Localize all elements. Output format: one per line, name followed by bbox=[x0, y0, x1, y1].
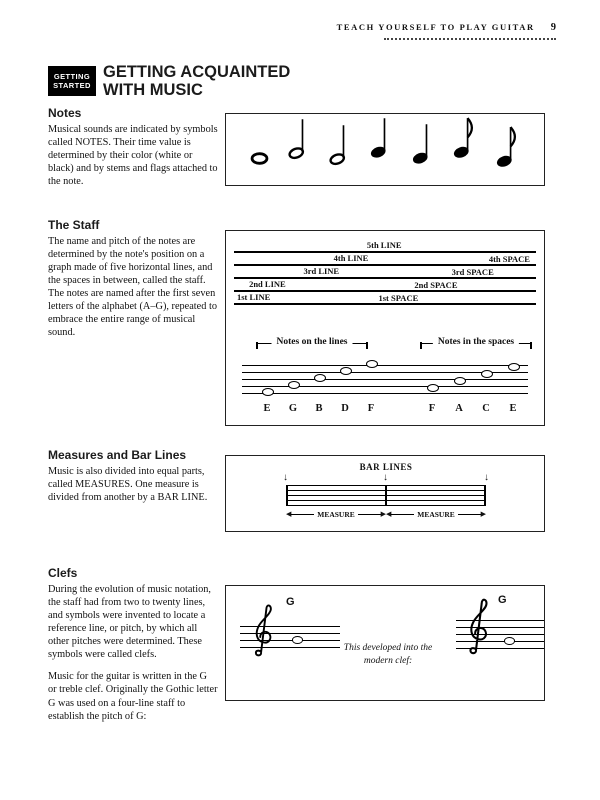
measures-body: Music is also divided into equal parts, called MEASURES. One measure is divided from another by a BAR LINE. bbox=[48, 466, 208, 504]
note-E-line bbox=[262, 388, 274, 396]
space-label-3: 3rd SPACE bbox=[449, 267, 497, 277]
space-label-4: 4th SPACE bbox=[486, 254, 533, 264]
line-label-4: 4th LINE bbox=[331, 253, 372, 263]
book-title: TEACH YOURSELF TO PLAY GUITAR bbox=[336, 22, 535, 32]
g-label-right: G bbox=[498, 594, 507, 606]
space-label-2: 2nd SPACE bbox=[411, 280, 460, 290]
staff-line-5 bbox=[234, 251, 536, 253]
treble-clef-icon bbox=[462, 596, 492, 656]
clefs-body-1: During the evolution of music notation, the staff had from two to twenty lines, and symbols were invented to locate a reference line, or pitch, by which all other pitches were determined. These symbols were called clefs. bbox=[48, 584, 212, 661]
clefs-body-2: Music for the guitar is written in the G or treble clef. Originally the Gothic letter G was used on a four-line staff to establish the pitch of G: bbox=[48, 671, 218, 722]
line-label-5: 5th LINE bbox=[364, 240, 405, 250]
staff-body: The name and pitch of the notes are determined by the note's position on a graph made of five horizontal lines, and the spaces in between, called the staff. The notes are named after the first seven letters of the alphabet (A–G), repeated to embrace the entire range of musical sound. bbox=[48, 236, 217, 339]
bar-lines-title: BAR LINES bbox=[359, 462, 413, 472]
measure-labels bbox=[286, 510, 486, 519]
notes-on-lines-caption: Notes on the lines bbox=[272, 337, 353, 347]
left-arrow-icon: ◀ bbox=[286, 510, 292, 518]
note-E-space bbox=[508, 363, 520, 371]
eighth-note-icon bbox=[453, 115, 477, 165]
left-arrow-icon: ◀ bbox=[386, 510, 392, 518]
g-note bbox=[504, 637, 515, 645]
section-clefs bbox=[48, 566, 218, 723]
space-label-1: 1st SPACE bbox=[376, 293, 422, 303]
right-arrow-icon: ▶ bbox=[380, 510, 387, 518]
clefs-heading: Clefs bbox=[48, 566, 78, 580]
staff-line-4 bbox=[234, 264, 536, 266]
line-label-3: 3rd LINE bbox=[300, 266, 342, 276]
bar-line bbox=[484, 485, 486, 506]
bar-line bbox=[385, 485, 387, 506]
clefs-center-text: This developed into the modern clef: bbox=[343, 643, 433, 666]
notes-in-spaces-caption: Notes in the spaces bbox=[433, 337, 519, 347]
note-G-line bbox=[288, 381, 300, 389]
section-staff bbox=[48, 218, 218, 340]
g-note bbox=[292, 636, 303, 644]
line-label-1: 1st LINE bbox=[234, 292, 273, 302]
note-staff bbox=[242, 365, 528, 395]
staff-heading: The Staff bbox=[48, 218, 100, 232]
page-title: GETTING ACQUAINTED WITH MUSIC bbox=[103, 63, 291, 100]
staff-diagram-box bbox=[225, 230, 545, 426]
gothic-clef-staff bbox=[240, 596, 340, 692]
note-B-line bbox=[314, 374, 326, 382]
getting-started-badge: GETTING STARTED bbox=[48, 66, 96, 96]
down-arrow-icon: ↓ bbox=[283, 472, 288, 483]
section-measures bbox=[48, 448, 218, 504]
staff-line-1 bbox=[234, 303, 536, 305]
right-arrow-icon: ▶ bbox=[480, 510, 487, 518]
note-F-space bbox=[427, 384, 439, 392]
measure-1: ◀ MEASURE ▶ bbox=[286, 510, 387, 519]
clefs-diagram-box bbox=[225, 585, 545, 701]
note-A-space bbox=[454, 377, 466, 385]
g-label-left: G bbox=[286, 596, 295, 608]
measures-staff bbox=[286, 485, 486, 506]
bar-line bbox=[286, 485, 288, 506]
bar-lines-diagram bbox=[283, 462, 489, 519]
note-symbols-row bbox=[226, 114, 544, 185]
measures-heading: Measures and Bar Lines bbox=[48, 448, 187, 462]
line-label-2: 2nd LINE bbox=[246, 279, 289, 289]
notes-diagram-box bbox=[225, 113, 545, 186]
eighth-note-icon bbox=[496, 124, 520, 174]
modern-clef-staff bbox=[456, 594, 544, 694]
notes-heading: Notes bbox=[48, 106, 82, 120]
notes-body: Musical sounds are indicated by symbols called NOTES. Their time value is determined by their color (white or black) and by stems and flags attached to the note. bbox=[48, 124, 218, 188]
note-D-line bbox=[340, 367, 352, 375]
down-arrow-icon: ↓ bbox=[383, 472, 388, 483]
measure-2: ◀ MEASURE ▶ bbox=[386, 510, 487, 519]
quarter-note-icon bbox=[412, 121, 434, 171]
down-arrow-icon: ↓ bbox=[484, 472, 489, 483]
treble-clef-icon bbox=[248, 602, 276, 658]
dotted-rule bbox=[384, 38, 556, 40]
labeled-staff bbox=[234, 239, 536, 309]
notes-in-spaces-bracket bbox=[420, 337, 532, 351]
note-F-line bbox=[366, 360, 378, 368]
note-C-space bbox=[481, 370, 493, 378]
bar-line-arrows bbox=[283, 472, 489, 485]
measures-diagram-box bbox=[225, 455, 545, 532]
page-header bbox=[337, 22, 556, 40]
half-note-icon bbox=[288, 116, 310, 166]
page-number: 9 bbox=[550, 22, 556, 33]
whole-note-icon bbox=[250, 152, 269, 170]
staff-line-2 bbox=[234, 290, 536, 292]
notes-on-lines-bracket bbox=[256, 337, 368, 351]
section-notes bbox=[48, 106, 218, 188]
quarter-note-icon bbox=[370, 115, 392, 165]
note-letters: E G B D F F A C E bbox=[263, 403, 517, 414]
half-note-icon bbox=[329, 122, 351, 172]
